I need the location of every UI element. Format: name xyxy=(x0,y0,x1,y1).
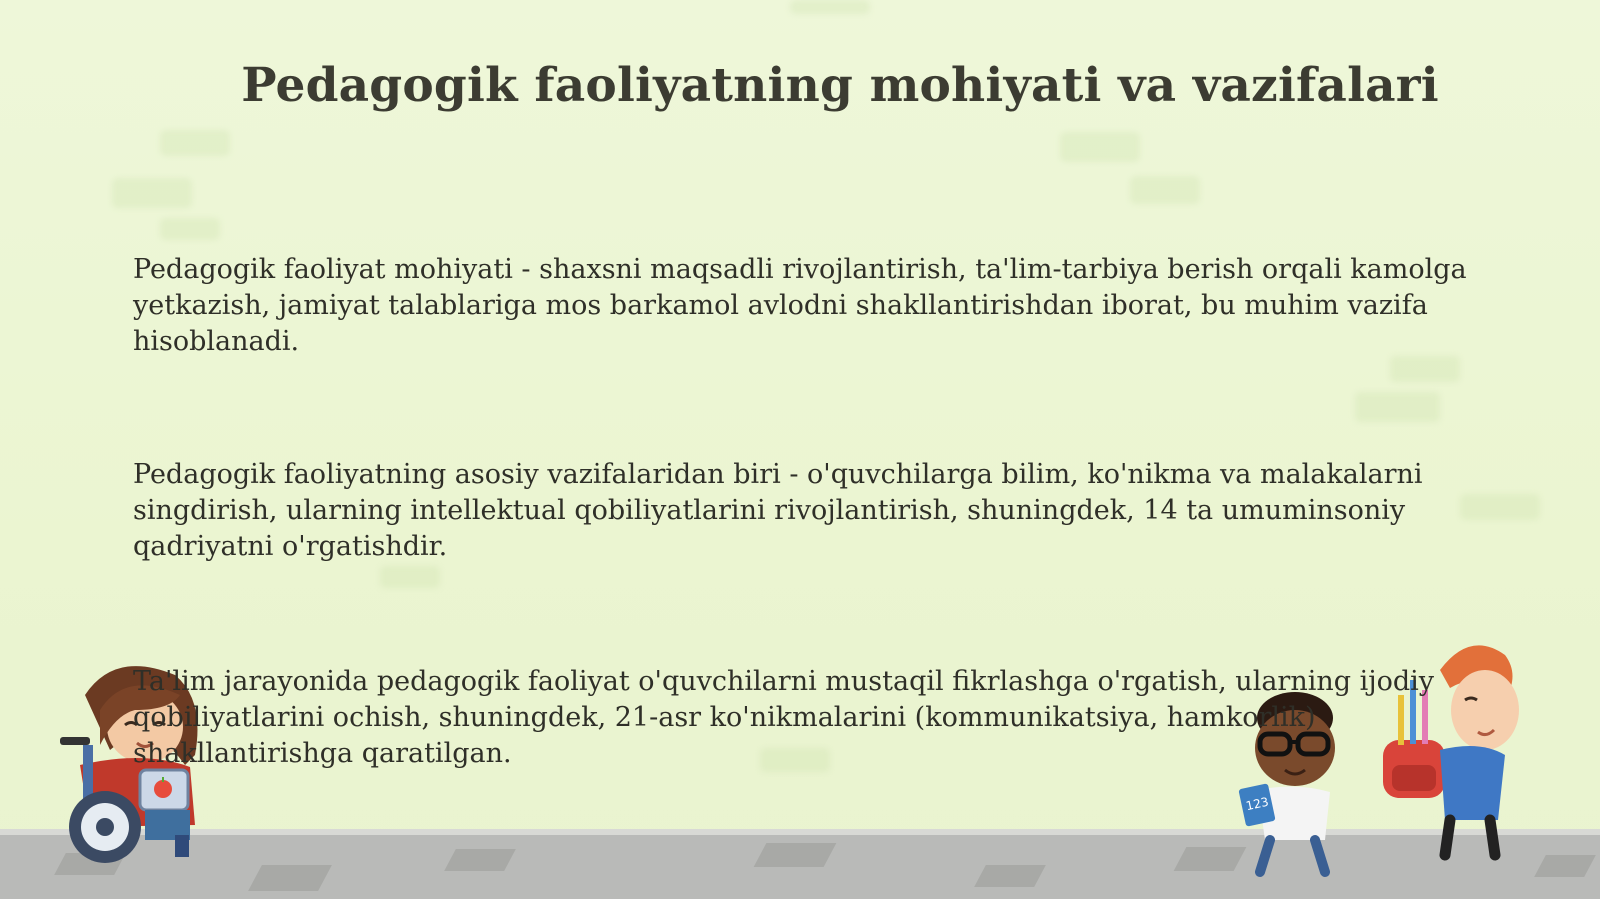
road-tile xyxy=(754,843,837,867)
background-smudge xyxy=(1355,392,1440,422)
paragraph-main-tasks: Pedagogik faoliyatning asosiy vazifalaridan biri - o'quvchilarga bilim, ko'nikma va malakalarni singdirish, ularning intellektual qobiliyatlarini rivojlantirish, shuningdek, 14 ta umuminsoniy qadriyatni o'rgatishdir. xyxy=(133,459,1423,562)
background-smudge xyxy=(112,178,192,208)
background-smudge xyxy=(160,130,230,156)
background-smudge xyxy=(1060,132,1140,162)
background-smudge xyxy=(1130,176,1200,204)
road-tile xyxy=(974,865,1046,887)
road-tile xyxy=(248,865,332,891)
paragraph-essence: Pedagogik faoliyat mohiyati - shaxsni maqsadli rivojlantirish, ta'lim-tarbiya berish orqali kamolga yetkazish, jamiyat talablariga mos barkamol avlodni shakllantirishdan iborat, bu muhim vazifa hisoblanadi. xyxy=(133,254,1467,357)
background-smudge xyxy=(380,566,440,588)
road-strip xyxy=(0,829,1600,899)
slide-title: Pedagogik faoliyatning mohiyati va vazifalari xyxy=(241,58,1439,113)
road-tile xyxy=(1534,855,1596,877)
road-tile xyxy=(444,849,516,871)
paragraph-teaching-process: Ta'lim jarayonida pedagogik faoliyat o'quvchilarni mustaqil fikrlashga o'rgatish, ularning ijodiy qobiliyatlarini ochish, shuningdek, 21-asr ko'nikmalarini (kommunikatsiya, hamkorlik) shakllantirishga qaratilgan. xyxy=(133,666,1435,769)
background-smudge xyxy=(160,218,220,240)
book-label: 123 xyxy=(1244,794,1270,814)
background-smudge xyxy=(790,0,870,14)
